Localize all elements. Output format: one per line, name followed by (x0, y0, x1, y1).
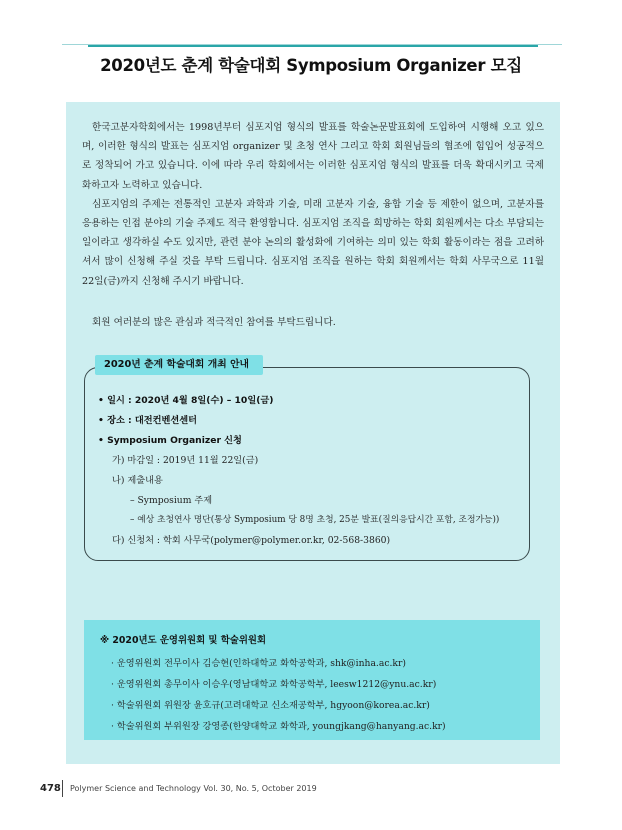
info-speakers: – 예상 초청연사 명단(통상 Symposium 당 8명 초청, 25분 발표(질의응답시간 포함, 조정가능)) (130, 515, 500, 525)
committee-member: · 운영위원회 총무이사 이승우(영남대학교 화학공학부, leesw1212@ynu.ac.kr) (111, 679, 437, 690)
journal-citation: Polymer Science and Technology Vol. 30, No. 5, October 2019 (70, 784, 317, 793)
info-venue: • 장소 : 대전컨벤션센터 (98, 415, 198, 426)
info-tab-label: 2020년 춘계 학술대회 개최 안내 (95, 355, 263, 375)
page-number: 478 (40, 783, 61, 794)
committee-member: · 학술위원회 위원장 윤호규(고려대학교 신소재공학부, hgyoon@korea.ac.kr) (111, 700, 430, 711)
footer-divider (62, 780, 63, 797)
info-deadline: 가) 마감일 : 2019년 11월 22일(금) (112, 455, 259, 466)
intro-paragraph-2: 심포지엄의 주제는 전통적인 고분자 과학과 기술, 미래 고분자 기술, 융합 기술 등 제한이 없으며, 고분자를 응용하는 인접 분야의 기술 주제도 적극 환영합니다. 심포지엄 조직을 희망하는 학회 회원께서는 다소 부담되는 일이라고 생각하실 수도 있지만, 관련 분야 논의의 활성화에 기여하는 의미 있는 학회 활동이라는 점을 고려하셔서 많이 신청해 주실 것을 부탁 드립니다. 심포지엄 조직을 원하는 학회 회원께서는 학회 사무국으로 11월 22일(금)까지 신청해 주시기 바랍니다. (82, 198, 544, 287)
info-contact: 다) 신청처 : 학회 사무국(polymer@polymer.or.kr, 02-568-3860) (112, 535, 391, 546)
top-rule (88, 45, 538, 47)
closing-text: 회원 여러분의 많은 관심과 적극적인 참여를 부탁드립니다. (92, 317, 336, 328)
committee-member: · 학술위원회 부위원장 강영종(한양대학교 화학과, youngjkang@hanyang.ac.kr) (111, 721, 446, 732)
intro-paragraph-1: 한국고분자학회에서는 1998년부터 심포지엄 형식의 발표를 학술논문발표회에 도입하여 시행해 오고 있으며, 이러한 형식의 발표는 심포지엄 organizer 및 초청 연사 그리고 학회 회원님들의 협조에 힘입어 성공적으로 정착되어 가고 있습니다. 이에 따라 우리 학회에서는 이러한 심포지엄 형식의 발표를 더욱 확대시키고 국제화하고자 노력하고 있습니다. (82, 122, 544, 191)
committee-heading: ※ 2020년도 운영위원회 및 학술위원회 (100, 635, 266, 646)
page-title: 2020년도 춘계 학술대회 Symposium Organizer 모집 (100, 56, 522, 75)
info-submission: 나) 제출내용 (112, 475, 163, 486)
info-topic: – Symposium 주제 (130, 495, 213, 506)
committee-member: · 운영위원회 전무이사 김승현(인하대학교 화학공학과, shk@inha.ac.kr) (111, 658, 406, 669)
info-date: • 일시 : 2020년 4월 8일(수) – 10일(금) (98, 395, 274, 406)
info-apply: • Symposium Organizer 신청 (98, 435, 242, 446)
intro-text (82, 118, 544, 291)
